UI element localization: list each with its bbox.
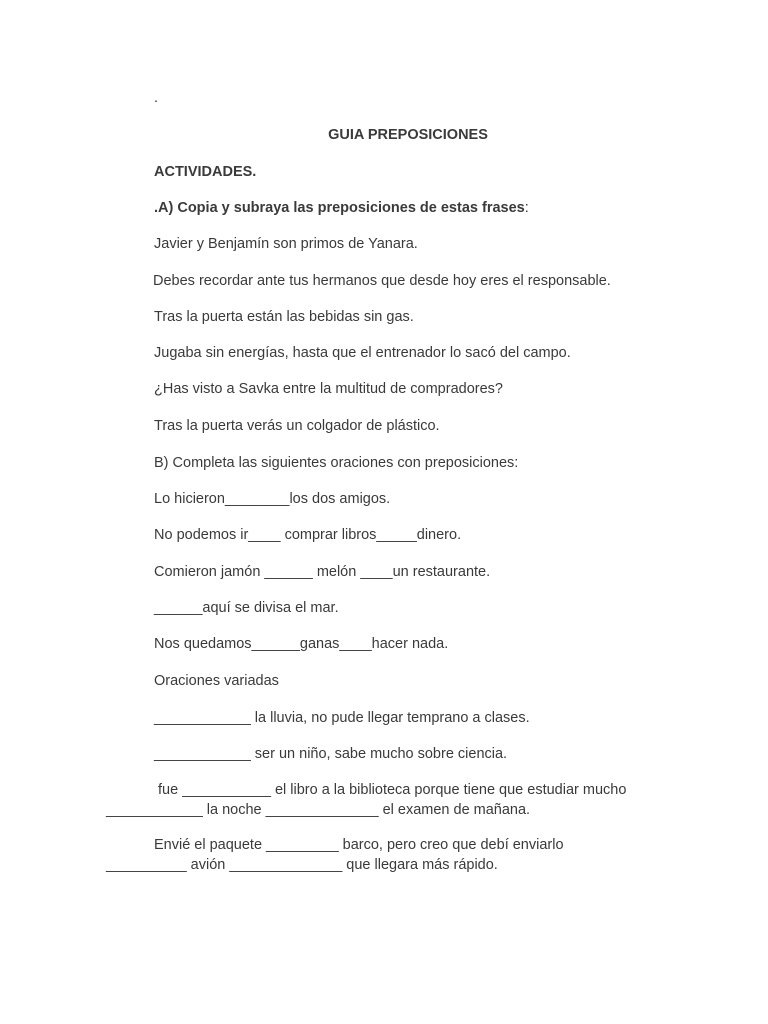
- varied-sentence-line: Envié el paquete _________ barco, pero creo que debí enviarlo: [154, 837, 564, 853]
- section-a-heading-line: [154, 198, 529, 218]
- section-b-sentence: Nos quedamos______ganas____hacer nada.: [154, 636, 449, 652]
- section-b-sentence: Comieron jamón ______ melón ____un restaurante.: [154, 564, 491, 580]
- varied-sentence: ____________ la lluvia, no pude llegar temprano a clases.: [154, 710, 530, 726]
- section-b-sentence: ______aquí se divisa el mar.: [154, 600, 339, 616]
- section-a-heading-colon: :: [524, 200, 529, 216]
- section-a-sentence: Tras la puerta verás un colgador de plástico.: [154, 418, 440, 434]
- section-a-sentence: Tras la puerta están las bebidas sin gas.: [154, 309, 414, 325]
- section-a-heading: .A) Copia y subraya las preposiciones de estas frases: [154, 200, 525, 216]
- varied-sentence: ____________ ser un niño, sabe mucho sobre ciencia.: [154, 746, 508, 762]
- section-b-sentence: Lo hicieron________los dos amigos.: [154, 491, 391, 507]
- section-b-sentence: No podemos ir____ comprar libros_____dinero.: [154, 527, 462, 543]
- section-a-sentence: Debes recordar ante tus hermanos que desde hoy eres el responsable.: [153, 273, 611, 289]
- section-b-heading: B) Completa las siguientes oraciones con preposiciones:: [154, 455, 519, 471]
- section-a-sentence: ¿Has visto a Savka entre la multitud de compradores?: [154, 381, 503, 397]
- varied-sentence-line: __________ avión ______________ que llegara más rápido.: [106, 857, 498, 873]
- section-a-sentence: Jugaba sin energías, hasta que el entrenador lo sacó del campo.: [154, 345, 571, 361]
- activities-heading: ACTIVIDADES.: [154, 164, 257, 180]
- varied-sentence-line: fue ___________ el libro a la biblioteca porque tiene que estudiar mucho: [154, 782, 627, 798]
- section-a-sentence: Javier y Benjamín son primos de Yanara.: [154, 236, 418, 252]
- stray-dot: .: [154, 90, 159, 106]
- document-title: GUIA PREPOSICIONES: [328, 127, 488, 143]
- varied-heading: Oraciones variadas: [154, 673, 279, 689]
- varied-sentence-line: ____________ la noche ______________ el examen de mañana.: [106, 802, 531, 818]
